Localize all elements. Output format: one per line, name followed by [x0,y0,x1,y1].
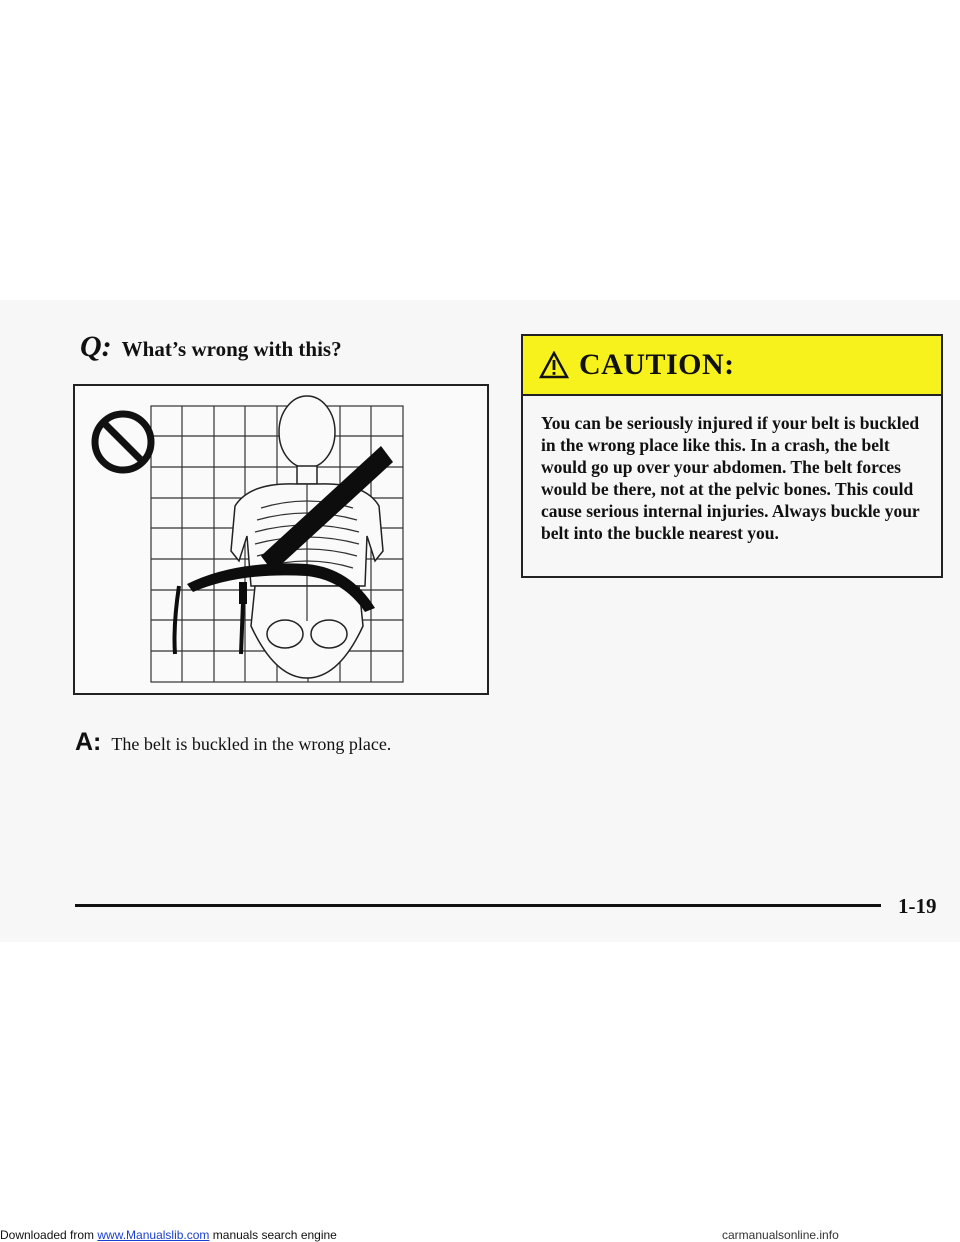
warning-triangle-icon [539,351,569,379]
seatbelt-illustration [73,384,489,695]
caution-title: CAUTION: [579,348,735,381]
caution-box [521,334,943,578]
footer-prefix: Downloaded from [0,1228,98,1242]
prohibited-icon [95,414,151,470]
page-number: 1-19 [898,894,937,918]
question-letter: Q: [80,330,112,363]
watermark: carmanualsonline.info [722,1228,839,1242]
question [80,330,342,364]
question-text: What’s wrong with this? [121,337,342,361]
download-footer [0,1228,337,1242]
page-rule [75,904,881,907]
footer-suffix: manuals search engine [209,1228,337,1242]
caution-header [523,336,941,396]
manualslib-link[interactable]: www.Manualslib.com [97,1228,210,1242]
answer-text: The belt is buckled in the wrong place. [111,734,392,754]
caution-text: You can be seriously injured if your belt is buckled in the wrong place like this. In a crash, the belt would go up over your abdomen. The belt forces would be there, not at the pelvic bones. This could cause serious internal injuries. Always buckle your belt into the buckle nearest you. [541,413,920,543]
answer [75,728,391,757]
manual-page [0,300,960,942]
answer-letter: A: [75,728,102,756]
skeleton-belt-drawing [75,386,487,693]
